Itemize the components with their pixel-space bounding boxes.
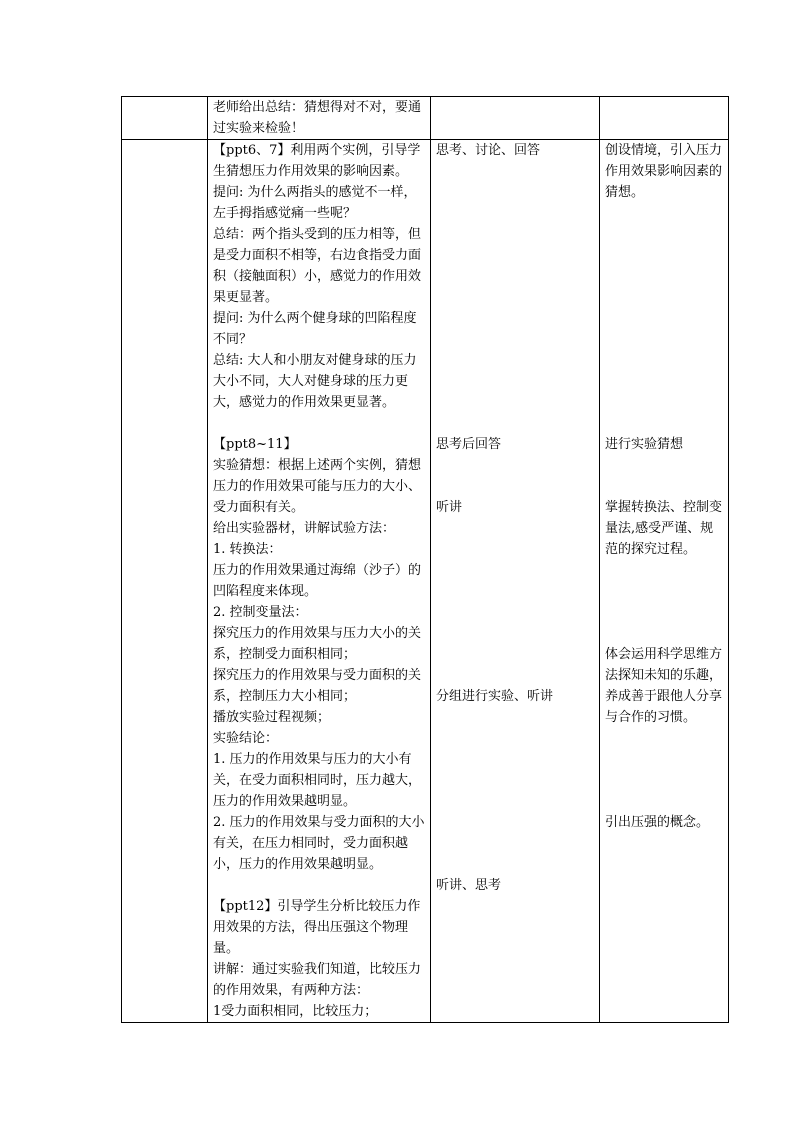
- teacher-line: 总结：两个指头受到的压力相等，但是受力面积不相等，右边食指受力面积（接触面积）小，感觉力的作用效果更显著。: [213, 227, 422, 305]
- spacer: [605, 728, 723, 812]
- stage-cell: [122, 140, 208, 1023]
- spacer: [213, 875, 425, 896]
- experiment-guess-text: 实验猜想：根据上述两个实例，猜想压力的作用效果可能与压力的大小、受力面积有关。: [213, 458, 422, 515]
- stage-cell: [122, 97, 208, 140]
- table-row: [122, 140, 729, 1023]
- student-activity-5: 听讲、思考: [436, 878, 502, 893]
- method-line: 探究压力的作用效果与受力面积的关系，控制压力大小相同；: [213, 668, 422, 704]
- design-intent-cell: [600, 97, 729, 140]
- method-line: 探究压力的作用效果与压力大小的关系，控制受力面积相同；: [213, 626, 422, 662]
- video-line: 1. 压力的作用效果与压力的大小有关，在受力面积相同时，压力越大，压力的作用效果越明显。: [213, 752, 422, 809]
- video-line: 2. 压力的作用效果与受力面积的大小有关，在压力相同时，受力面积越小，压力的作用效果越明显。: [213, 815, 425, 872]
- student-activity-4: 分组进行实验、听讲: [436, 689, 554, 704]
- teacher-line: 提问: 为什么两个健身球的凹陷程度不同？: [213, 311, 417, 347]
- method-line: 1. 转换法：: [213, 542, 282, 557]
- method-line: 压力的作用效果通过海绵（沙子）的凹陷程度来体现。: [213, 563, 422, 599]
- design-intent-cell: [600, 140, 729, 1023]
- spacer: [436, 707, 594, 875]
- design-intent-5: 引出压强的概念。: [605, 815, 710, 830]
- student-activity-cell: [431, 97, 600, 140]
- design-intent-4: 体会运用科学思维方法探知未知的乐趣，养成善于跟他人分享与合作的习惯。: [605, 647, 723, 725]
- video-line: 实验结论：: [213, 731, 279, 746]
- student-activity-1: 思考、讨论、回答: [436, 143, 541, 158]
- student-activity-2: 思考后回答: [436, 437, 502, 452]
- ppt6-7-heading: 【ppt6、7】利用两个实例，引导学生猜想压力作用效果的影响因素。: [213, 143, 421, 179]
- teacher-line: 1受力面积相同，比较压力；: [213, 1004, 378, 1019]
- ppt8-11-heading: 【ppt8~11】: [213, 437, 297, 452]
- teacher-activity-cell: [208, 140, 431, 1023]
- lesson-plan-table: [121, 96, 729, 1023]
- spacer: [605, 203, 723, 434]
- spacer: [436, 455, 594, 497]
- teacher-summary-text: 老师给出总结：猜想得对不对，要通过实验来检验！: [213, 100, 422, 136]
- spacer: [605, 455, 723, 497]
- teacher-line: 讲解：通过实验我们知道，比较压力的作用效果，有两种方法：: [213, 962, 422, 998]
- spacer: [436, 518, 594, 686]
- method-line: 给出实验器材，讲解试验方法：: [213, 521, 396, 536]
- teacher-line: 总结: 大人和小朋友对健身球的压力大小不同，大人对健身球的压力更大，感觉力的作用效果更显著。: [213, 353, 417, 410]
- design-intent-1: 创设情境，引入压力作用效果影响因素的猜想。: [605, 143, 723, 200]
- method-line: 2. 控制变量法：: [213, 605, 308, 620]
- teacher-activity-cell: [208, 97, 431, 140]
- spacer: [436, 161, 594, 434]
- teacher-line: 提问: 为什么两指头的感觉不一样，左手拇指感觉痛一些呢？: [213, 185, 417, 221]
- design-intent-2: 进行实验猜想: [605, 437, 684, 452]
- spacer: [605, 560, 723, 644]
- student-activity-3: 听讲: [436, 500, 463, 515]
- table-row: [122, 97, 729, 140]
- ppt12-heading: 【ppt12】引导学生分析比较压力作用效果的方法，得出压强这个物理量。: [213, 899, 421, 956]
- student-activity-cell: [431, 140, 600, 1023]
- design-intent-3: 掌握转换法、控制变量法,感受严谨、规范的探究过程。: [605, 500, 723, 557]
- spacer: [213, 413, 425, 434]
- video-line: 播放实验过程视频；: [213, 710, 331, 725]
